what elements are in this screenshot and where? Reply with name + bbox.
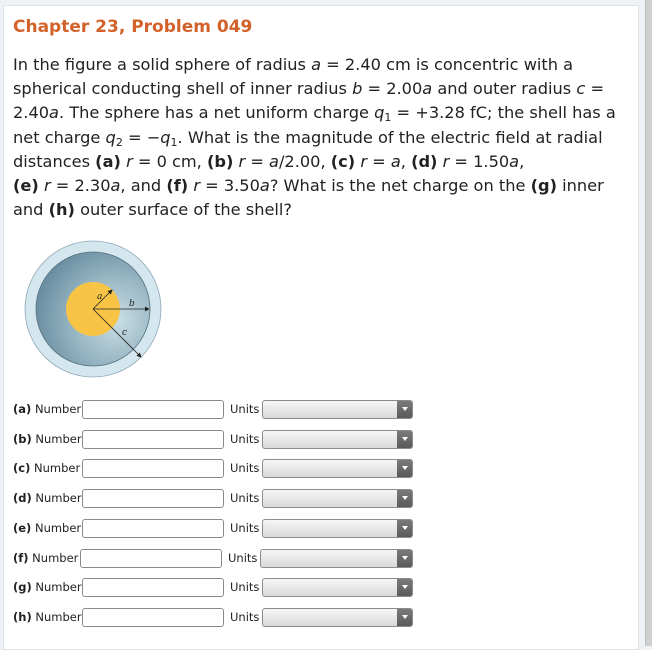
label-a: a: [97, 292, 103, 302]
dropdown-arrow-icon[interactable]: [397, 579, 412, 596]
dropdown-arrow-icon[interactable]: [397, 431, 412, 448]
part-label: (h): [13, 610, 32, 624]
units-select-e[interactable]: [262, 519, 413, 538]
units-select-g[interactable]: [262, 578, 413, 597]
problem-title: Chapter 23, Problem 049: [13, 17, 253, 37]
number-input-g[interactable]: [82, 578, 224, 597]
units-select-c[interactable]: [262, 459, 413, 478]
answer-row-d: (d) Number Units: [13, 487, 413, 509]
units-select-a[interactable]: [262, 400, 413, 419]
units-select-h[interactable]: [262, 608, 413, 627]
units-select-d[interactable]: [262, 489, 413, 508]
answer-row-e: (e) Number Units: [13, 517, 413, 539]
answer-row-a: (a) Number Units: [13, 398, 413, 420]
answer-row-b: (b) Number Units: [13, 428, 413, 450]
number-input-a[interactable]: [82, 400, 224, 419]
number-input-d[interactable]: [82, 489, 224, 508]
answer-row-g: (g) Number Units: [13, 576, 413, 598]
label-c: c: [122, 328, 128, 338]
answer-row-h: (h) Number Units: [13, 606, 413, 628]
number-input-h[interactable]: [82, 608, 224, 627]
label-b: b: [129, 299, 135, 309]
part-label: (b): [13, 432, 32, 446]
part-label: (g): [13, 580, 32, 594]
part-label: (e): [13, 521, 32, 535]
number-input-b[interactable]: [82, 430, 224, 449]
part-label: (c): [13, 461, 31, 475]
number-input-c[interactable]: [82, 459, 224, 478]
dropdown-arrow-icon[interactable]: [397, 609, 412, 626]
units-select-f[interactable]: [260, 549, 413, 568]
dropdown-arrow-icon[interactable]: [397, 460, 412, 477]
part-label: (d): [13, 491, 32, 505]
dropdown-arrow-icon[interactable]: [397, 550, 412, 567]
dropdown-arrow-icon[interactable]: [397, 520, 412, 537]
concentric-sphere-figure: [24, 240, 162, 378]
answer-row-f: (f) Number Units: [13, 547, 413, 569]
dropdown-arrow-icon[interactable]: [397, 401, 412, 418]
number-input-f[interactable]: [80, 549, 222, 568]
problem-text: In the figure a solid sphere of radius a = 2.40 cm is concentric with a spherical conducting shell of inner radius b = 2.00a and outer radius c = 2.40a. The sphere has a net uniform charge $q_1 = +3.28$ fC; the shell has a net charge $q_2 = -q_1$. What is the magnitude of the electric field at radial distances (a) r = 0 cm, (b) r = a/2.00, (c) r = a, (d) r = 1.50a, (e) r = 2.30a, and (f) r = 3.50a? What is the net charge on the (g) inner and (h) outer surface of the shell?: [13, 55, 616, 220]
dropdown-arrow-icon[interactable]: [397, 490, 412, 507]
part-label: (f): [13, 551, 29, 565]
number-input-e[interactable]: [82, 519, 224, 538]
units-select-b[interactable]: [262, 430, 413, 449]
part-label: (a): [13, 402, 32, 416]
scrollbar-edge[interactable]: [645, 0, 652, 646]
answer-row-c: (c) Number Units: [13, 457, 413, 479]
